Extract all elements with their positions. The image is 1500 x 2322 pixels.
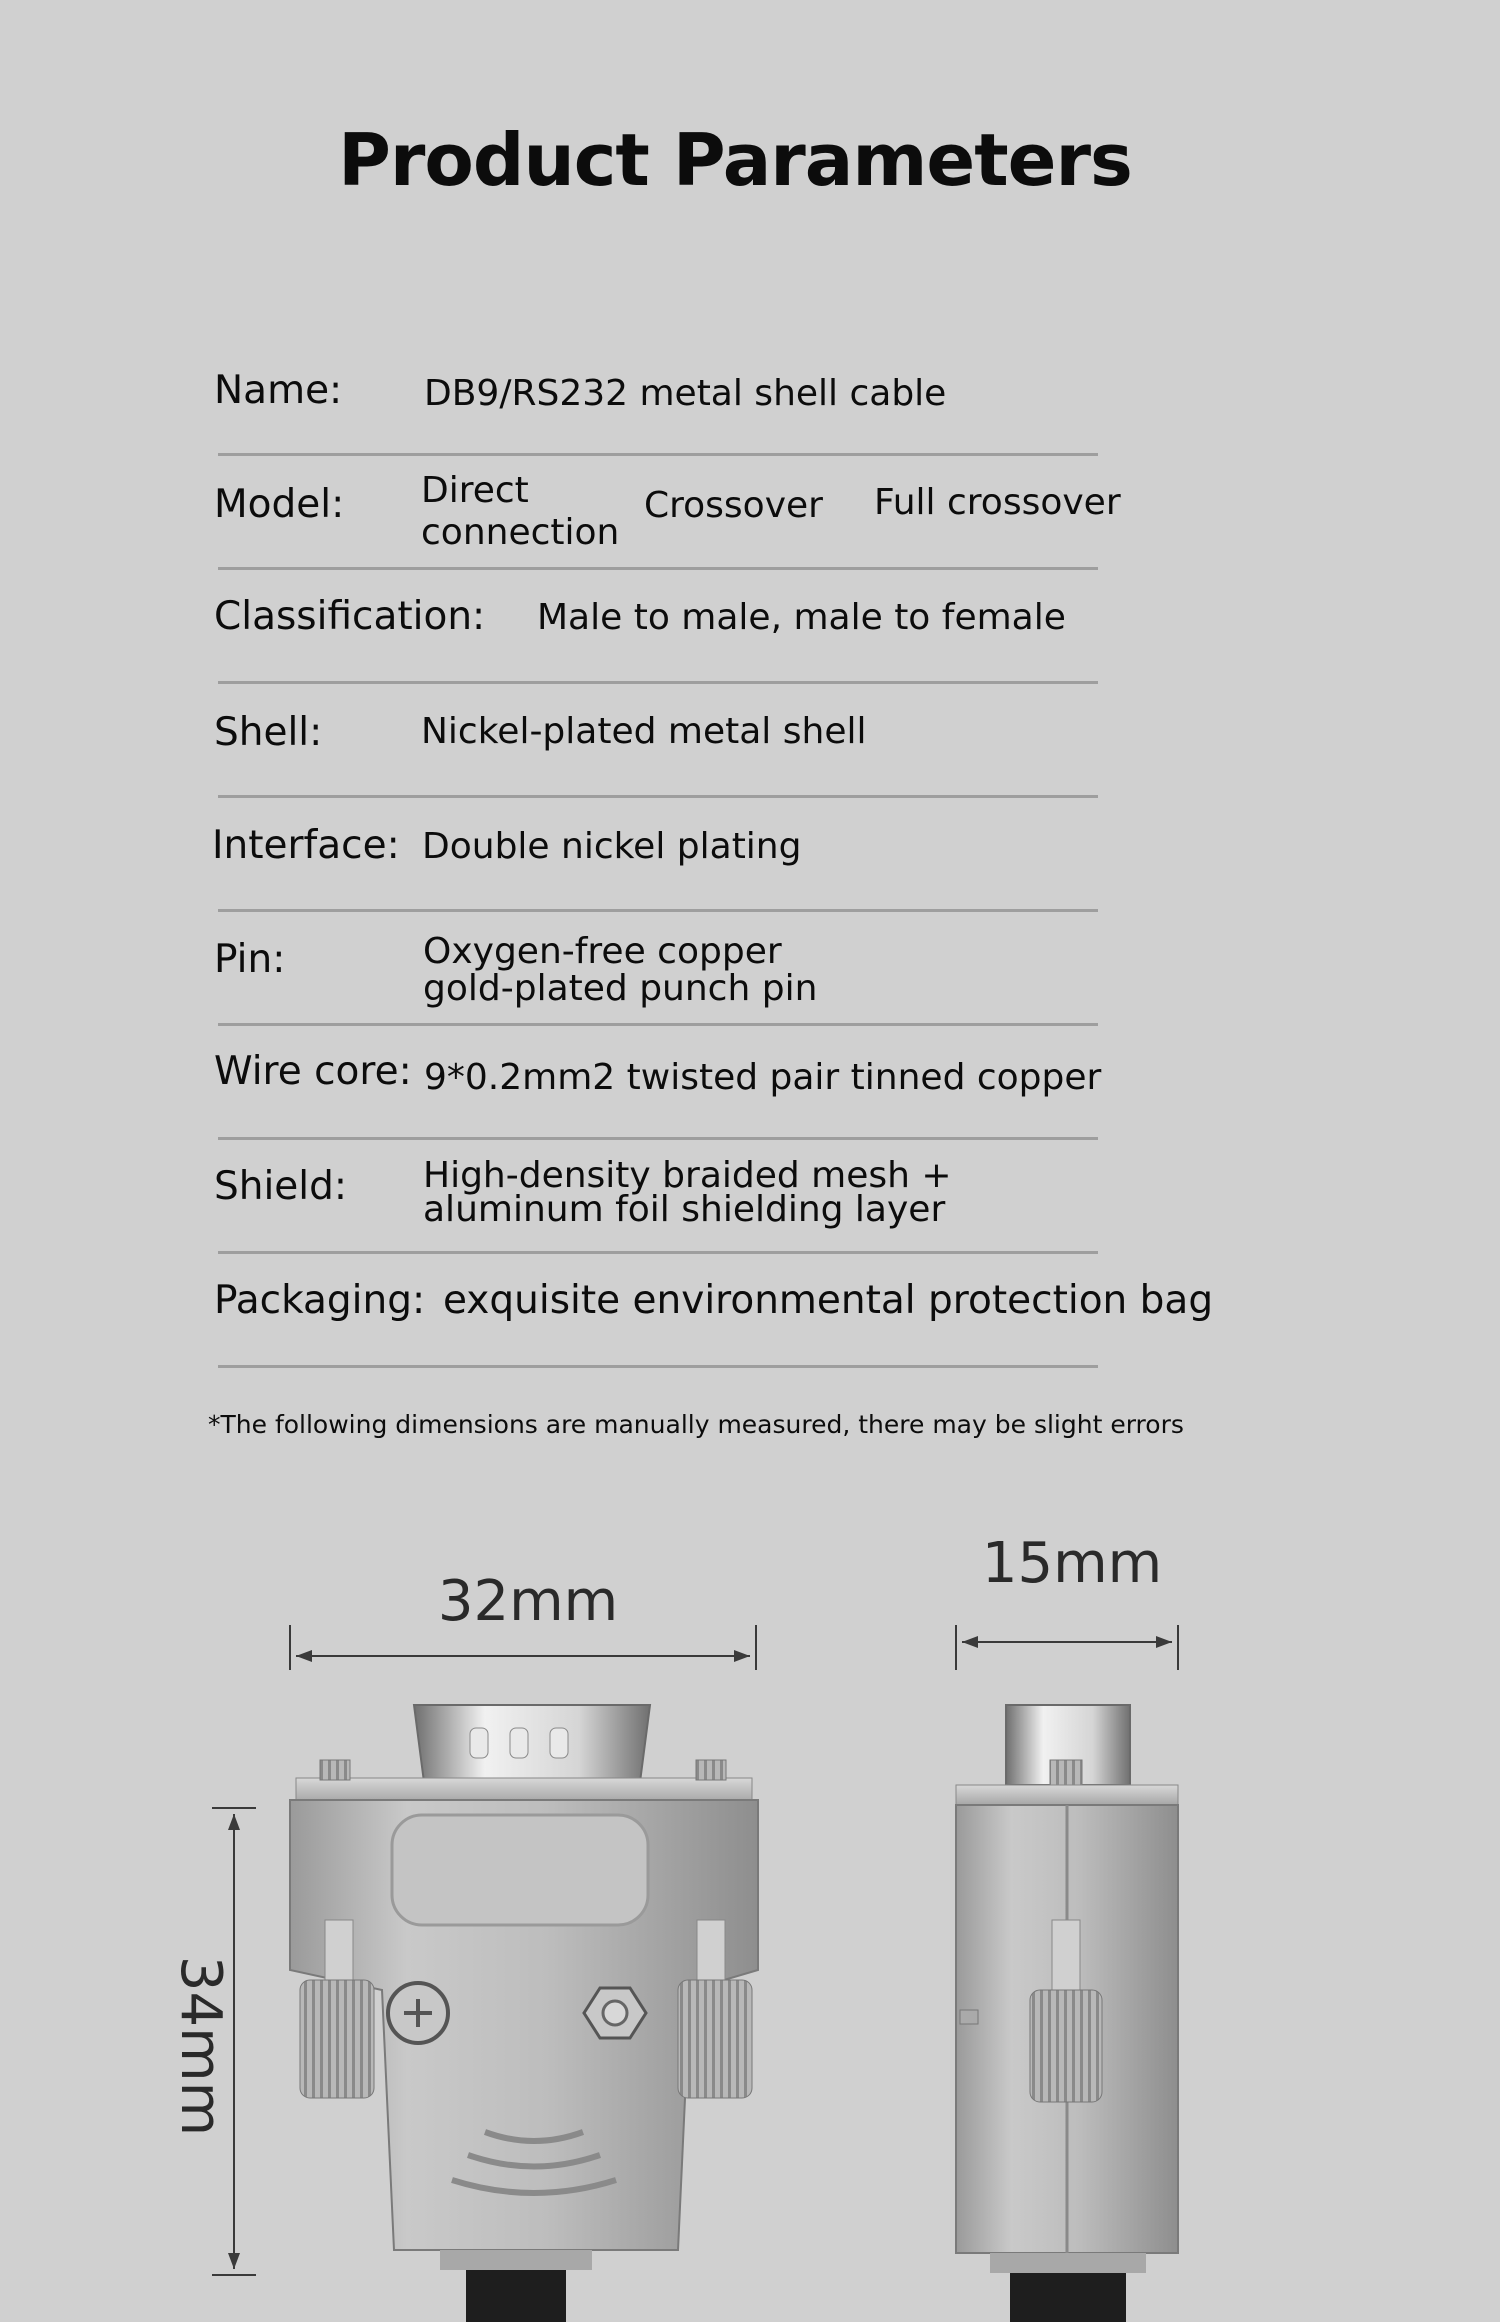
page-title: Product Parameters bbox=[338, 118, 1132, 202]
param-label-shield: Shield: bbox=[214, 1164, 348, 1209]
width-dimension-label: 32mm bbox=[437, 1569, 619, 1634]
param-value-packaging: exquisite environmental protection bag bbox=[443, 1278, 1214, 1323]
depth-dimension-label: 15mm bbox=[981, 1531, 1163, 1596]
param-label-packaging: Packaging: bbox=[214, 1278, 426, 1323]
param-label-shell: Shell: bbox=[214, 710, 323, 755]
row-divider bbox=[218, 681, 1098, 684]
row-divider bbox=[218, 1023, 1098, 1026]
model-option-direct: Direct connection bbox=[421, 470, 620, 553]
param-label-interface: Interface: bbox=[212, 823, 400, 868]
param-label-classification: Classification: bbox=[214, 594, 486, 639]
param-value-pin-line2: gold-plated punch pin bbox=[423, 968, 818, 1009]
height-dimension-label: 34mm bbox=[168, 1955, 233, 2137]
row-divider bbox=[218, 1251, 1098, 1254]
connector-side-view bbox=[956, 1705, 1178, 2322]
param-value-wire-core: 9*0.2mm2 twisted pair tinned copper bbox=[424, 1057, 1102, 1098]
row-divider bbox=[218, 909, 1098, 912]
row-divider bbox=[218, 1137, 1098, 1140]
param-label-name: Name: bbox=[214, 368, 343, 413]
row-divider bbox=[218, 1365, 1098, 1368]
row-divider bbox=[218, 453, 1098, 456]
param-value-name: DB9/RS232 metal shell cable bbox=[424, 373, 947, 414]
param-value-interface: Double nickel plating bbox=[422, 826, 802, 867]
param-value-classification: Male to male, male to female bbox=[537, 597, 1066, 638]
depth-dimension-line bbox=[956, 1625, 1178, 1670]
param-value-shield-line1: High-density braided mesh + bbox=[423, 1155, 952, 1196]
measurement-note: *The following dimensions are manually measured, there may be slight errors bbox=[208, 1410, 1184, 1439]
param-value-pin-line1: Oxygen-free copper bbox=[423, 931, 782, 972]
model-option-full-crossover: Full crossover bbox=[874, 482, 1121, 523]
model-option-crossover: Crossover bbox=[644, 485, 823, 526]
row-divider bbox=[218, 795, 1098, 798]
connector-front-view bbox=[290, 1705, 758, 2322]
param-label-wire-core: Wire core: bbox=[214, 1049, 412, 1094]
param-value-shield-line2: aluminum foil shielding layer bbox=[423, 1189, 946, 1230]
row-divider bbox=[218, 567, 1098, 570]
param-value-shell: Nickel-plated metal shell bbox=[421, 711, 867, 752]
param-label-model: Model: bbox=[214, 482, 345, 527]
param-label-pin: Pin: bbox=[214, 937, 286, 982]
connector-dimension-illustration bbox=[0, 1460, 1500, 2322]
